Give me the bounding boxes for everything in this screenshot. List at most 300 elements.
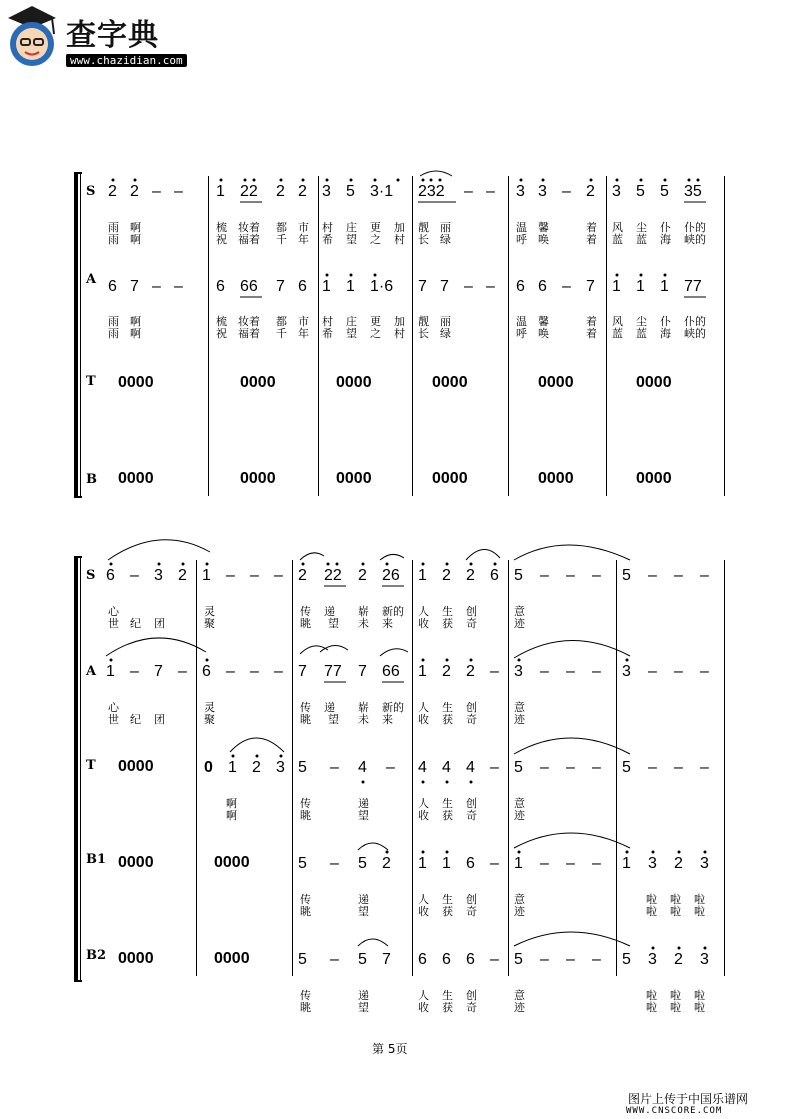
lyric: 递 xyxy=(358,989,369,1002)
lyric: 加 xyxy=(394,221,405,234)
lyric: 梳 xyxy=(216,221,227,234)
note: – xyxy=(274,663,283,680)
note: – xyxy=(152,183,161,200)
note: 6 xyxy=(466,951,475,968)
lyric: 啊 xyxy=(130,233,141,246)
lyric: 获 xyxy=(442,905,453,918)
lyric: 望 xyxy=(346,233,357,246)
lyric: 风 xyxy=(612,315,623,328)
note: – xyxy=(566,951,575,968)
lyric: 获 xyxy=(442,617,453,630)
slurs xyxy=(106,171,630,946)
note: – xyxy=(592,759,601,776)
lyric: 迹 xyxy=(514,905,525,918)
lyric: 啊 xyxy=(226,797,237,810)
note: 7 xyxy=(298,663,307,680)
note: 6 xyxy=(490,567,499,584)
note: – xyxy=(464,183,473,200)
rest-measure: 0000 xyxy=(118,950,154,967)
lyric: 尘 xyxy=(636,315,647,328)
lyric: 传 xyxy=(300,893,311,906)
lyric: 未 xyxy=(358,713,369,726)
underlines xyxy=(240,202,706,682)
note: 2 xyxy=(298,183,307,200)
lyric: 蓝 xyxy=(612,327,623,340)
lyric: 妆着 xyxy=(238,221,260,234)
note: 6 xyxy=(516,278,525,295)
note: 3 xyxy=(622,663,631,680)
lyric: 唤 xyxy=(538,327,549,340)
note: 1 xyxy=(346,278,355,295)
lyric: 纪 xyxy=(130,617,141,630)
lyric: 聚 xyxy=(204,713,215,726)
lyric: 梳 xyxy=(216,315,227,328)
part-label-alto: A xyxy=(86,664,97,679)
note: – xyxy=(700,663,709,680)
lyric: 福着 xyxy=(238,233,260,246)
lyric: 啦 xyxy=(670,989,681,1002)
note: 66 xyxy=(382,663,400,680)
note: – xyxy=(490,855,499,872)
lyric: 村 xyxy=(322,221,333,234)
lyric: 着 xyxy=(586,233,597,246)
lyric: 绿 xyxy=(440,327,451,340)
note: 3 xyxy=(612,183,621,200)
note: 6 xyxy=(216,278,225,295)
note: 2 xyxy=(178,567,187,584)
lyric: 生 xyxy=(442,893,453,906)
part-label-bass1: B1 xyxy=(86,852,107,867)
lyric: 眺 xyxy=(300,1001,311,1014)
note: 6 xyxy=(108,278,117,295)
lyric: 创 xyxy=(466,605,477,618)
lyric: 温 xyxy=(516,315,527,328)
lyric: 靓 xyxy=(418,221,429,234)
part-label-tenor: T xyxy=(86,374,96,389)
lyric: 奇 xyxy=(466,905,477,918)
lyric: 馨 xyxy=(538,315,549,328)
lyric: 啦 xyxy=(646,1001,657,1014)
note: 2 xyxy=(252,759,261,776)
note: – xyxy=(592,663,601,680)
note: – xyxy=(178,663,187,680)
note: – xyxy=(250,567,259,584)
note: 2 xyxy=(674,855,683,872)
note: – xyxy=(562,183,571,200)
lyric: 意 xyxy=(514,605,525,618)
lyric: 人 xyxy=(418,797,429,810)
note: 5 xyxy=(358,855,367,872)
note: – xyxy=(490,663,499,680)
watermark-url[interactable]: WWW.CNSCORE.COM xyxy=(626,1106,723,1116)
note: – xyxy=(566,759,575,776)
lyric: 生 xyxy=(442,701,453,714)
lyric: 海 xyxy=(660,233,671,246)
note: – xyxy=(592,951,601,968)
lyric: 望 xyxy=(358,809,369,822)
note: 1 xyxy=(442,855,451,872)
note: 7 xyxy=(586,278,595,295)
lyric: 啦 xyxy=(646,893,657,906)
lyric: 仆 xyxy=(660,221,671,234)
lyric: 啦 xyxy=(670,1001,681,1014)
note: – xyxy=(540,759,549,776)
rest-measure: 0000 xyxy=(538,470,574,487)
note: – xyxy=(540,567,549,584)
note: – xyxy=(330,951,339,968)
lyric: 眺 xyxy=(300,617,311,630)
lyric: 呼 xyxy=(516,233,527,246)
note: 5 xyxy=(636,183,645,200)
note: – xyxy=(648,759,657,776)
note: 7 xyxy=(382,951,391,968)
note: – xyxy=(486,183,495,200)
lyric: 蓝 xyxy=(636,233,647,246)
note: 5 xyxy=(660,183,669,200)
lyric: 啊 xyxy=(226,809,237,822)
lyric: 收 xyxy=(418,713,429,726)
rest-measure: 0000 xyxy=(240,374,276,391)
note: – xyxy=(674,663,683,680)
note: 7 xyxy=(276,278,285,295)
note: – xyxy=(386,759,395,776)
note: – xyxy=(226,567,235,584)
logo-url[interactable]: www.chazidian.com xyxy=(66,54,187,67)
note: 6 xyxy=(106,567,115,584)
note: 1 xyxy=(322,278,331,295)
note: 5 xyxy=(298,951,307,968)
note: 2 xyxy=(674,951,683,968)
lyric: 啦 xyxy=(694,905,705,918)
lyric: 千 xyxy=(276,233,287,246)
lyric: 团 xyxy=(154,713,165,726)
note: 2 xyxy=(276,183,285,200)
note: – xyxy=(490,759,499,776)
lyric: 之 xyxy=(370,233,381,246)
lyric: 加 xyxy=(394,315,405,328)
note: 2 xyxy=(442,567,451,584)
lyric: 啦 xyxy=(670,905,681,918)
note: 5 xyxy=(622,951,631,968)
lyric: 丽 xyxy=(440,221,451,234)
note: 0 xyxy=(204,759,213,776)
note: 2 xyxy=(466,567,475,584)
rest-measure: 0000 xyxy=(118,374,154,391)
note: 26 xyxy=(382,567,400,584)
lyric: 收 xyxy=(418,1001,429,1014)
lyric: 收 xyxy=(418,617,429,630)
lyric: 啦 xyxy=(694,989,705,1002)
note: 7 xyxy=(440,278,449,295)
lyric: 啦 xyxy=(646,905,657,918)
lyric: 获 xyxy=(442,1001,453,1014)
rest-measure: 0000 xyxy=(336,374,372,391)
note: 1 xyxy=(418,663,427,680)
lyric: 更 xyxy=(370,221,381,234)
note: 2 xyxy=(130,183,139,200)
note: 5 xyxy=(358,951,367,968)
lyric: 眺 xyxy=(300,809,311,822)
note: – xyxy=(330,759,339,776)
rest-measure: 0000 xyxy=(118,470,154,487)
note: 22 xyxy=(240,183,258,200)
note: 6 xyxy=(466,855,475,872)
lyric: 福着 xyxy=(238,327,260,340)
note: 3 xyxy=(700,951,709,968)
note: – xyxy=(566,567,575,584)
note: 5 xyxy=(622,759,631,776)
note: – xyxy=(152,278,161,295)
lyric: 唤 xyxy=(538,233,549,246)
note: – xyxy=(486,278,495,295)
lyric: 村 xyxy=(394,233,405,246)
lyric: 雨 xyxy=(108,315,119,328)
note: – xyxy=(130,567,139,584)
note: – xyxy=(562,278,571,295)
note: 7 xyxy=(418,278,427,295)
note: 6 xyxy=(442,951,451,968)
lyric: 迹 xyxy=(514,809,525,822)
logo-title: 查字典 xyxy=(66,18,159,53)
note: 77 xyxy=(324,663,342,680)
rest-measure: 0000 xyxy=(432,374,468,391)
lyric: 人 xyxy=(418,605,429,618)
note: 22 xyxy=(324,567,342,584)
lyric: 生 xyxy=(442,605,453,618)
lyric: 意 xyxy=(514,701,525,714)
lyric: 雨 xyxy=(108,221,119,234)
lyric: 递 xyxy=(324,605,335,618)
rest-measure: 0000 xyxy=(432,470,468,487)
lyric: 更 xyxy=(370,315,381,328)
note: 3 xyxy=(276,759,285,776)
lyric: 收 xyxy=(418,905,429,918)
part-label-bass: B xyxy=(86,472,97,487)
lyric: 灵 xyxy=(204,701,215,714)
note: 77 xyxy=(684,278,702,295)
note: 1 xyxy=(106,663,115,680)
lyric: 获 xyxy=(442,809,453,822)
lyric: 人 xyxy=(418,893,429,906)
note: 5 xyxy=(346,183,355,200)
lyric: 着 xyxy=(586,327,597,340)
lyric: 奇 xyxy=(466,713,477,726)
lyric: 啊 xyxy=(130,315,141,328)
note: 1 xyxy=(514,855,523,872)
lyric: 奇 xyxy=(466,617,477,630)
lyric: 市 xyxy=(298,221,309,234)
lyric: 希 xyxy=(322,233,333,246)
note: – xyxy=(274,567,283,584)
lyric: 啊 xyxy=(130,327,141,340)
lyric: 来 xyxy=(382,713,393,726)
note: – xyxy=(566,855,575,872)
lyric: 馨 xyxy=(538,221,549,234)
note: – xyxy=(648,663,657,680)
lyric: 眺 xyxy=(300,905,311,918)
lyric: 生 xyxy=(442,797,453,810)
lyric: 获 xyxy=(442,713,453,726)
note: 3·1 xyxy=(370,183,394,200)
note: – xyxy=(674,567,683,584)
lyric: 创 xyxy=(466,797,477,810)
lyric: 风 xyxy=(612,221,623,234)
note: – xyxy=(330,855,339,872)
note: 1 xyxy=(612,278,621,295)
note: 3 xyxy=(700,855,709,872)
note: – xyxy=(700,567,709,584)
note: 6 xyxy=(298,278,307,295)
lyric: 崭 xyxy=(358,701,369,714)
lyric: 心 xyxy=(108,701,119,714)
note: 5 xyxy=(514,567,523,584)
lyric: 望 xyxy=(328,617,339,630)
lyric: 眺 xyxy=(300,713,311,726)
note: 4 xyxy=(418,759,427,776)
note: 1 xyxy=(660,278,669,295)
lyric: 村 xyxy=(394,327,405,340)
lyric: 望 xyxy=(358,905,369,918)
lyric: 递 xyxy=(358,893,369,906)
octave-dots xyxy=(110,179,707,950)
lyric: 绿 xyxy=(440,233,451,246)
note: – xyxy=(592,567,601,584)
note: – xyxy=(540,951,549,968)
lyric: 新的 xyxy=(382,701,404,714)
note: 1·6 xyxy=(370,278,394,295)
note: 3 xyxy=(648,855,657,872)
lyric: 之 xyxy=(370,327,381,340)
note: 2 xyxy=(298,567,307,584)
lyric: 迹 xyxy=(514,713,525,726)
lyric: 庄 xyxy=(346,221,357,234)
note: – xyxy=(464,278,473,295)
lyric: 迹 xyxy=(514,617,525,630)
lyric: 年 xyxy=(298,233,309,246)
note: 232 xyxy=(418,183,445,200)
note: – xyxy=(540,663,549,680)
lyric: 希 xyxy=(322,327,333,340)
note: – xyxy=(566,663,575,680)
rest-measure: 0000 xyxy=(118,758,154,775)
lyric: 村 xyxy=(322,315,333,328)
note: 6 xyxy=(418,951,427,968)
rest-measure: 0000 xyxy=(538,374,574,391)
note: – xyxy=(648,567,657,584)
lyric: 收 xyxy=(418,809,429,822)
lyric: 温 xyxy=(516,221,527,234)
note: 6 xyxy=(202,663,211,680)
note: 7 xyxy=(154,663,163,680)
lyric: 蓝 xyxy=(636,327,647,340)
watermark-text: 图片上传于中国乐谱网 xyxy=(628,1092,749,1106)
note: 6 xyxy=(538,278,547,295)
lyric: 海 xyxy=(660,327,671,340)
note: – xyxy=(174,183,183,200)
lyric: 祝 xyxy=(216,233,227,246)
note: 1 xyxy=(418,855,427,872)
note: 1 xyxy=(216,183,225,200)
note: 5 xyxy=(514,759,523,776)
note: 4 xyxy=(466,759,475,776)
lyric: 意 xyxy=(514,893,525,906)
rest-measure: 0000 xyxy=(240,470,276,487)
rest-measure: 0000 xyxy=(336,470,372,487)
lyric: 未 xyxy=(358,617,369,630)
note: 1 xyxy=(228,759,237,776)
note: 5 xyxy=(298,759,307,776)
lyric: 世 xyxy=(108,617,119,630)
lyric: 聚 xyxy=(204,617,215,630)
lyric: 心 xyxy=(108,605,119,618)
lyric: 仆 xyxy=(660,315,671,328)
part-label-alto: A xyxy=(86,272,97,287)
lyric: 长 xyxy=(418,327,429,340)
lyric: 呼 xyxy=(516,327,527,340)
lyric: 啦 xyxy=(646,989,657,1002)
note: – xyxy=(250,663,259,680)
lyric: 望 xyxy=(328,713,339,726)
lyric: 递 xyxy=(324,701,335,714)
lyric: 新的 xyxy=(382,605,404,618)
lyric: 创 xyxy=(466,893,477,906)
lyric: 传 xyxy=(300,605,311,618)
note: 3 xyxy=(538,183,547,200)
lyric: 意 xyxy=(514,797,525,810)
lyric: 灵 xyxy=(204,605,215,618)
note: 35 xyxy=(684,183,702,200)
lyric: 啦 xyxy=(694,1001,705,1014)
note: – xyxy=(226,663,235,680)
lyric: 都 xyxy=(276,221,287,234)
lyric: 着 xyxy=(586,221,597,234)
lyric: 递 xyxy=(358,797,369,810)
lyric: 峡的 xyxy=(684,327,706,340)
note: 5 xyxy=(622,567,631,584)
note: 2 xyxy=(108,183,117,200)
note: – xyxy=(540,855,549,872)
lyric: 创 xyxy=(466,989,477,1002)
rest-measure: 0000 xyxy=(636,470,672,487)
rest-measure: 0000 xyxy=(214,950,250,967)
lyric: 团 xyxy=(154,617,165,630)
lyric: 奇 xyxy=(466,1001,477,1014)
lyric: 妆着 xyxy=(238,315,260,328)
note: 1 xyxy=(202,567,211,584)
lyric: 千 xyxy=(276,327,287,340)
rest-measure: 0000 xyxy=(636,374,672,391)
lyric: 人 xyxy=(418,989,429,1002)
lyric: 仆的 xyxy=(684,221,706,234)
lyric: 传 xyxy=(300,701,311,714)
note: 3 xyxy=(514,663,523,680)
lyric: 丽 xyxy=(440,315,451,328)
lyric: 雨 xyxy=(108,327,119,340)
lyric: 世 xyxy=(108,713,119,726)
part-label-bass2: B2 xyxy=(86,948,107,963)
note: 2 xyxy=(358,567,367,584)
lyric: 传 xyxy=(300,989,311,1002)
note: 1 xyxy=(636,278,645,295)
part-label-tenor: T xyxy=(86,758,96,773)
lyric: 市 xyxy=(298,315,309,328)
lyric: 蓝 xyxy=(612,233,623,246)
note: 66 xyxy=(240,278,258,295)
lyric: 啊 xyxy=(130,221,141,234)
note: 3 xyxy=(154,567,163,584)
note: 1 xyxy=(622,855,631,872)
lyric: 创 xyxy=(466,701,477,714)
